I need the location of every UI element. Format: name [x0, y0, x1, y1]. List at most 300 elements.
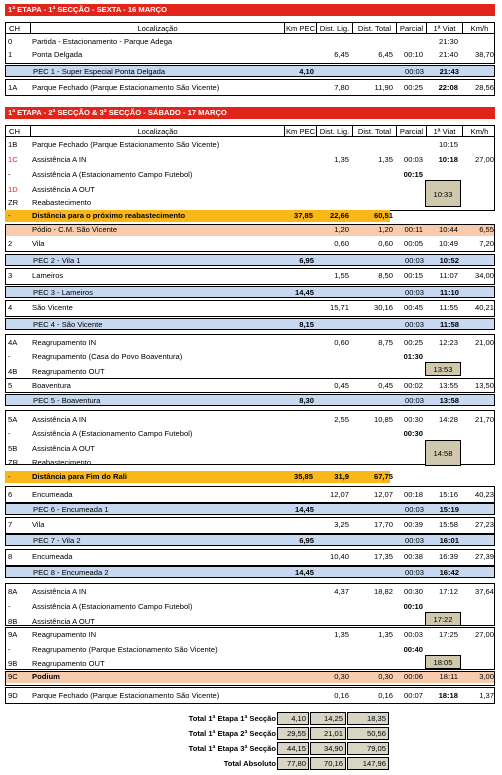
table-row	[5, 36, 495, 48]
column-header-location: Localização	[30, 23, 284, 33]
cell-kmh	[461, 197, 495, 209]
cell-kmh: 7,20	[479, 239, 494, 248]
cell-dist-total: 8,50	[378, 271, 393, 280]
cell-kmh	[461, 169, 495, 181]
cell-kmh: 3,00	[479, 672, 494, 681]
cell-dist-total: 10,85	[373, 415, 393, 424]
cell-location: Pódio - C.M. São Vicente	[32, 225, 118, 234]
cell-km-pec	[283, 551, 315, 563]
pec-row	[5, 65, 495, 77]
cell-dist-lig: 0,60	[334, 338, 349, 347]
total-dtot: 50,56	[347, 727, 389, 740]
cell-dist-total	[352, 287, 396, 297]
cell-km-pec: 14,45	[294, 505, 314, 514]
cell-dist-total: 60,51	[373, 211, 393, 220]
cell-location: PEC 6 - Encumeada 1	[33, 505, 109, 514]
cell-first-car: 17:12	[438, 587, 458, 596]
cell-parcial: 00:25	[403, 83, 423, 92]
cell-first-car	[425, 428, 461, 440]
out-time-highlight: 10:33	[425, 180, 461, 207]
cell-dist-lig	[316, 535, 352, 545]
cell-location: Assistência A (Estacionamento Campo Futebol)	[32, 602, 193, 611]
column-header-ch: CH	[9, 127, 20, 136]
cell-ch: -	[8, 472, 11, 481]
table-row	[5, 337, 495, 349]
table-row	[5, 601, 495, 613]
cell-location: Reagrupamento (Casa do Povo Boaventura)	[32, 352, 183, 361]
cell-first-car: 11:58	[439, 320, 459, 329]
cell-ch: 1B	[8, 140, 18, 149]
cell-parcial: 00:18	[403, 490, 423, 499]
cell-ch: -	[8, 170, 11, 179]
cell-parcial	[395, 471, 425, 483]
cell-dist-total: 6,45	[378, 50, 393, 59]
pec-row	[5, 254, 495, 266]
cell-parcial: 00:03	[403, 630, 423, 639]
cell-kmh: 13,50	[474, 381, 494, 390]
cell-parcial	[395, 139, 425, 151]
cell-parcial: 00:30	[403, 587, 423, 596]
cell-ch	[6, 567, 30, 577]
cell-location: Assistência A OUT	[32, 444, 95, 453]
cell-dist-total: 12,07	[373, 490, 393, 499]
group-box	[5, 671, 495, 686]
total-row	[0, 742, 502, 755]
cell-kmh	[462, 395, 496, 405]
cell-first-car: 10:18	[438, 155, 458, 164]
cell-kmh	[461, 36, 495, 48]
total-dlig: 70,16	[310, 757, 346, 770]
cell-dist-lig	[315, 169, 351, 181]
cell-location: Ponta Delgada	[32, 50, 83, 59]
cell-km-pec	[283, 169, 315, 181]
table-row	[5, 690, 495, 702]
cell-location: Encumeada	[32, 552, 73, 561]
cell-kmh	[461, 457, 495, 469]
column-header-kmh: Km/h	[462, 23, 496, 33]
cell-km-pec	[283, 197, 315, 209]
cell-location: Reagrupamento IN	[32, 630, 97, 639]
cell-dist-total	[352, 66, 396, 76]
table-row	[5, 82, 495, 94]
cell-ch: -	[8, 211, 11, 220]
cell-km-pec	[283, 489, 315, 501]
cell-kmh: 37,64	[474, 587, 494, 596]
cell-first-car: 15:58	[438, 520, 458, 529]
cell-parcial: 00:03	[403, 155, 423, 164]
cell-first-car	[425, 210, 461, 222]
cell-kmh	[461, 644, 495, 656]
cell-dist-lig	[315, 139, 351, 151]
cell-dist-lig	[315, 658, 351, 670]
cell-dist-total	[352, 504, 396, 514]
cell-dist-total	[352, 255, 396, 265]
out-time-highlight: 17:22	[425, 612, 461, 626]
total-label: Total 1ª Etapa 2ª Secção	[188, 729, 276, 738]
cell-kmh	[461, 601, 495, 613]
cell-dist-lig: 12,07	[329, 490, 349, 499]
cell-location: Lameiros	[32, 271, 64, 280]
cell-location: Parque Fechado (Parque Estacionamento São Vicente)	[32, 691, 220, 700]
cell-dist-lig	[316, 567, 352, 577]
table-row	[5, 366, 495, 378]
cell-dist-lig: 2,55	[334, 415, 349, 424]
cell-dist-lig: 7,80	[334, 83, 349, 92]
cell-parcial	[395, 210, 425, 222]
cell-first-car: 22:08	[438, 83, 458, 92]
pec-row	[5, 318, 495, 330]
cell-ch: ZR	[8, 198, 19, 207]
table-row	[5, 154, 495, 166]
cell-parcial: 00:30	[403, 429, 423, 438]
cell-first-car: 21:43	[439, 67, 459, 76]
cell-dist-total	[351, 658, 395, 670]
column-header-dist-lig: Dist. Lig.	[316, 126, 352, 136]
cell-kmh	[462, 319, 496, 329]
cell-first-car: 16:39	[438, 552, 458, 561]
cell-ch	[6, 504, 30, 514]
cell-dist-total	[351, 351, 395, 363]
cell-dist-lig: 0,60	[334, 239, 349, 248]
cell-kmh	[461, 366, 495, 378]
cell-dist-lig: 0,16	[334, 691, 349, 700]
cell-ch	[6, 287, 30, 297]
cell-dist-total	[351, 36, 395, 48]
cell-dist-lig: 31,9	[334, 472, 349, 481]
table-row	[5, 644, 495, 656]
cell-km-pec: 8,30	[299, 396, 314, 405]
cell-dist-lig: 22,66	[329, 211, 349, 220]
cell-parcial: 00:40	[403, 645, 423, 654]
cell-kmh	[462, 287, 496, 297]
cell-km-pec	[283, 238, 315, 250]
cell-ch: 5	[8, 381, 13, 390]
cell-parcial	[395, 184, 425, 196]
cell-parcial: 01:30	[403, 352, 423, 361]
cell-parcial: 00:38	[403, 552, 423, 561]
cell-dist-total: 17,70	[373, 520, 393, 529]
cell-km-pec	[283, 270, 315, 282]
cell-km-pec: 14,45	[294, 568, 314, 577]
total-dlig: 14,25	[310, 712, 346, 725]
cell-kmh	[461, 184, 495, 196]
cell-kmh: 1,37	[479, 691, 494, 700]
cell-dist-lig: 4,37	[334, 587, 349, 596]
total-label: Total Absoluto	[223, 759, 276, 768]
cell-dist-lig: 0,30	[334, 672, 349, 681]
total-dtot: 79,05	[347, 742, 389, 755]
cell-km-pec: 6,95	[299, 536, 314, 545]
cell-ch: 9C	[8, 672, 18, 681]
out-time-highlight: 13:53	[425, 362, 461, 376]
table-row	[5, 489, 495, 501]
cell-km-pec	[283, 519, 315, 531]
pec-row	[5, 503, 495, 515]
cell-ch: -	[8, 352, 11, 361]
cell-dist-lig: 15,71	[329, 303, 349, 312]
cell-km-pec	[283, 690, 315, 702]
cell-parcial: 00:25	[403, 338, 423, 347]
cell-ch	[6, 66, 30, 76]
cell-first-car: 21:30	[438, 37, 458, 46]
cell-location: Distância para o próximo reabastecimento	[32, 211, 186, 220]
cell-first-car: 10:49	[438, 239, 458, 248]
cell-location: Reagrupamento IN	[32, 338, 97, 347]
cell-dist-total: 0,16	[378, 691, 393, 700]
table-row	[5, 351, 495, 363]
cell-dist-total	[351, 197, 395, 209]
cell-dist-total: 1,35	[378, 630, 393, 639]
table-row	[5, 551, 495, 563]
cell-km-pec	[283, 302, 315, 314]
cell-location: Reagrupamento (Parque Estacionamento São Vicente)	[32, 645, 218, 654]
pec-row	[5, 534, 495, 546]
cell-km-pec	[283, 154, 315, 166]
cell-parcial: 00:11	[404, 225, 423, 234]
total-label: Total 1ª Etapa 3ª Secção	[188, 744, 276, 753]
cell-parcial: 00:03	[404, 256, 424, 265]
cell-location: Assistência A IN	[32, 155, 87, 164]
cell-kmh: 40,21	[474, 303, 494, 312]
total-kpec: 29,55	[277, 727, 309, 740]
cell-parcial: 00:10	[403, 602, 423, 611]
table-row	[5, 443, 495, 455]
cell-dist-total: 0,45	[378, 381, 393, 390]
cell-dist-lig: 1,55	[334, 271, 349, 280]
cell-first-car: 12:23	[438, 338, 458, 347]
cell-location: Assistência A OUT	[32, 617, 95, 626]
cell-dist-lig: 1,35	[334, 630, 349, 639]
stage-2-title: 1ª ETAPA - 2ª SECÇÃO & 3ª SECÇÃO - SÁBADO - 17 MARÇO	[5, 107, 495, 119]
table-row	[5, 49, 495, 61]
cell-ch: -	[8, 602, 11, 611]
cell-location: PEC 7 - Vila 2	[33, 536, 81, 545]
cell-km-pec	[283, 49, 315, 61]
cell-ch: 4	[8, 303, 13, 312]
table-row	[5, 658, 495, 670]
cell-ch: 5A	[8, 415, 18, 424]
cell-dist-total: 11,90	[374, 83, 393, 92]
cell-dist-lig	[315, 184, 351, 196]
cell-first-car: 15:19	[439, 505, 459, 514]
cell-ch: 2	[8, 239, 13, 248]
cell-dist-total: 67,75	[373, 472, 393, 481]
table-row	[5, 238, 495, 250]
column-header-first-car: 1ª Viat	[426, 23, 462, 33]
cell-ch: -	[8, 645, 11, 654]
table-row	[5, 457, 495, 469]
cell-location: PEC 5 - Boaventura	[33, 396, 101, 405]
cell-location: Encumeada	[32, 490, 73, 499]
cell-location: Assistência A IN	[32, 415, 87, 424]
cell-dist-lig	[316, 319, 352, 329]
cell-dist-total	[351, 366, 395, 378]
cell-kmh	[461, 428, 495, 440]
cell-parcial: 00:06	[403, 672, 423, 681]
cell-kmh: 38,70	[474, 50, 494, 59]
cell-dist-lig	[315, 644, 351, 656]
cell-first-car: 10:15	[438, 140, 458, 149]
column-header-dist-total: Dist. Total	[352, 126, 396, 136]
cell-location: PEC 1 - Super Especial Ponta Delgada	[33, 67, 166, 76]
cell-km-pec	[283, 414, 315, 426]
cell-dist-total: 0,30	[378, 672, 393, 681]
cell-first-car: 18:18	[438, 691, 458, 700]
cell-kmh	[461, 139, 495, 151]
cell-location: Reabastecimento	[32, 198, 92, 207]
cell-parcial: 00:07	[403, 691, 423, 700]
cell-dist-lig	[315, 197, 351, 209]
cell-dist-total: 1,35	[378, 155, 393, 164]
cell-ch: 4A	[8, 338, 18, 347]
cell-location: Reagrupamento OUT	[32, 659, 105, 668]
cell-ch: 0	[8, 37, 13, 46]
table-row	[5, 519, 495, 531]
cell-kmh: 27,23	[474, 520, 494, 529]
cell-km-pec	[283, 184, 315, 196]
total-row	[0, 727, 502, 740]
cell-dist-lig: 10,40	[329, 552, 349, 561]
cell-parcial: 00:03	[404, 288, 424, 297]
table-row	[5, 197, 495, 209]
cell-kmh	[461, 471, 495, 483]
cell-km-pec	[283, 644, 315, 656]
cell-parcial: 00:03	[404, 536, 424, 545]
cell-parcial: 00:30	[403, 415, 423, 424]
cell-parcial	[395, 443, 425, 455]
cell-parcial	[395, 366, 425, 378]
total-kpec: 4,10	[277, 712, 309, 725]
pec-row	[5, 394, 495, 406]
cell-kmh	[461, 351, 495, 363]
fuel-distance-row	[5, 471, 393, 483]
cell-dist-lig	[316, 287, 352, 297]
cell-parcial: 00:15	[403, 170, 423, 179]
cell-first-car: 10:52	[439, 256, 459, 265]
cell-parcial	[395, 457, 425, 469]
cell-first-car: 10:44	[438, 225, 458, 234]
cell-km-pec	[283, 36, 315, 48]
cell-km-pec	[283, 428, 315, 440]
cell-ch: 4B	[8, 367, 18, 376]
cell-ch: 6	[8, 490, 13, 499]
cell-parcial: 00:03	[404, 568, 424, 577]
cell-ch	[6, 255, 30, 265]
cell-parcial: 00:39	[403, 520, 423, 529]
cell-first-car	[425, 471, 461, 483]
cell-dist-lig	[315, 428, 351, 440]
cell-km-pec	[283, 351, 315, 363]
cell-parcial: 00:03	[404, 320, 424, 329]
cell-kmh	[462, 535, 496, 545]
cell-kmh	[462, 66, 496, 76]
cell-km-pec	[283, 337, 315, 349]
column-header-dist-lig: Dist. Lig.	[316, 23, 352, 33]
cell-ch: 8B	[8, 617, 18, 626]
column-header-parcial: Parcial	[396, 23, 426, 33]
cell-first-car: 13:58	[439, 396, 459, 405]
cell-ch: 3	[8, 271, 13, 280]
cell-parcial: 00:03	[404, 67, 424, 76]
cell-ch: 1C	[8, 155, 18, 164]
column-header-location: Localização	[30, 126, 284, 136]
cell-parcial: 00:05	[403, 239, 423, 248]
cell-ch: 7	[8, 520, 13, 529]
cell-kmh: 28,56	[474, 83, 494, 92]
cell-parcial	[395, 197, 425, 209]
cell-parcial: 00:15	[403, 271, 423, 280]
cell-dist-total	[352, 395, 396, 405]
table-row	[5, 586, 495, 598]
cell-dist-lig: 6,45	[334, 50, 349, 59]
cell-dist-total: 0,60	[378, 239, 393, 248]
cell-ch: 1	[8, 50, 13, 59]
cell-kmh: 27,00	[474, 630, 494, 639]
cell-parcial: 00:10	[403, 50, 423, 59]
cell-ch: 8	[8, 552, 13, 561]
cell-dist-total	[351, 184, 395, 196]
cell-parcial	[395, 36, 425, 48]
cell-first-car: 21:40	[438, 50, 458, 59]
cell-kmh	[461, 658, 495, 670]
cell-parcial	[395, 658, 425, 670]
cell-kmh: 27,39	[474, 552, 494, 561]
cell-dist-lig: 1,20	[334, 225, 349, 234]
cell-kmh: 27,00	[474, 155, 494, 164]
total-kpec: 77,80	[277, 757, 309, 770]
cell-first-car: 16:42	[439, 568, 459, 577]
cell-dist-total	[351, 601, 395, 613]
cell-ch: 9A	[8, 630, 18, 639]
cell-dist-lig: 0,45	[334, 381, 349, 390]
table-row	[5, 184, 495, 196]
cell-kmh	[462, 504, 496, 514]
table-row	[5, 302, 495, 314]
cell-dist-lig	[316, 66, 352, 76]
table-row	[5, 629, 495, 641]
table-row	[5, 139, 495, 151]
cell-location: Distância para Fim do Rali	[32, 472, 127, 481]
cell-dist-lig	[315, 351, 351, 363]
cell-ch: -	[8, 429, 11, 438]
fuel-distance-row	[5, 210, 393, 222]
cell-kmh	[461, 443, 495, 455]
cell-km-pec: 14,45	[294, 288, 314, 297]
total-row	[0, 757, 502, 770]
total-dlig: 21,01	[310, 727, 346, 740]
out-time-highlight: 18:05	[425, 655, 461, 669]
column-header-parcial: Parcial	[396, 126, 426, 136]
cell-ch	[6, 395, 30, 405]
column-header-km-pec: Km PEC	[285, 24, 316, 33]
cell-km-pec: 35,85	[293, 472, 313, 481]
cell-first-car: 16:01	[439, 536, 459, 545]
total-row	[0, 712, 502, 725]
column-header-first-car: 1ª Viat	[426, 126, 462, 136]
cell-dist-total	[351, 169, 395, 181]
cell-dist-lig	[316, 504, 352, 514]
cell-location: Assistência A (Estacionamento Campo Futebol)	[32, 170, 193, 179]
cell-dist-total: 18,82	[373, 587, 393, 596]
cell-km-pec	[283, 366, 315, 378]
cell-location: Partida - Estacionamento - Parque Adega	[32, 37, 173, 46]
cell-kmh: 21,70	[474, 415, 494, 424]
table-row	[5, 270, 495, 282]
cell-dist-total	[351, 443, 395, 455]
cell-ch: 9D	[8, 691, 18, 700]
cell-first-car: 11:55	[439, 303, 458, 312]
cell-first-car: 18:11	[439, 672, 458, 681]
